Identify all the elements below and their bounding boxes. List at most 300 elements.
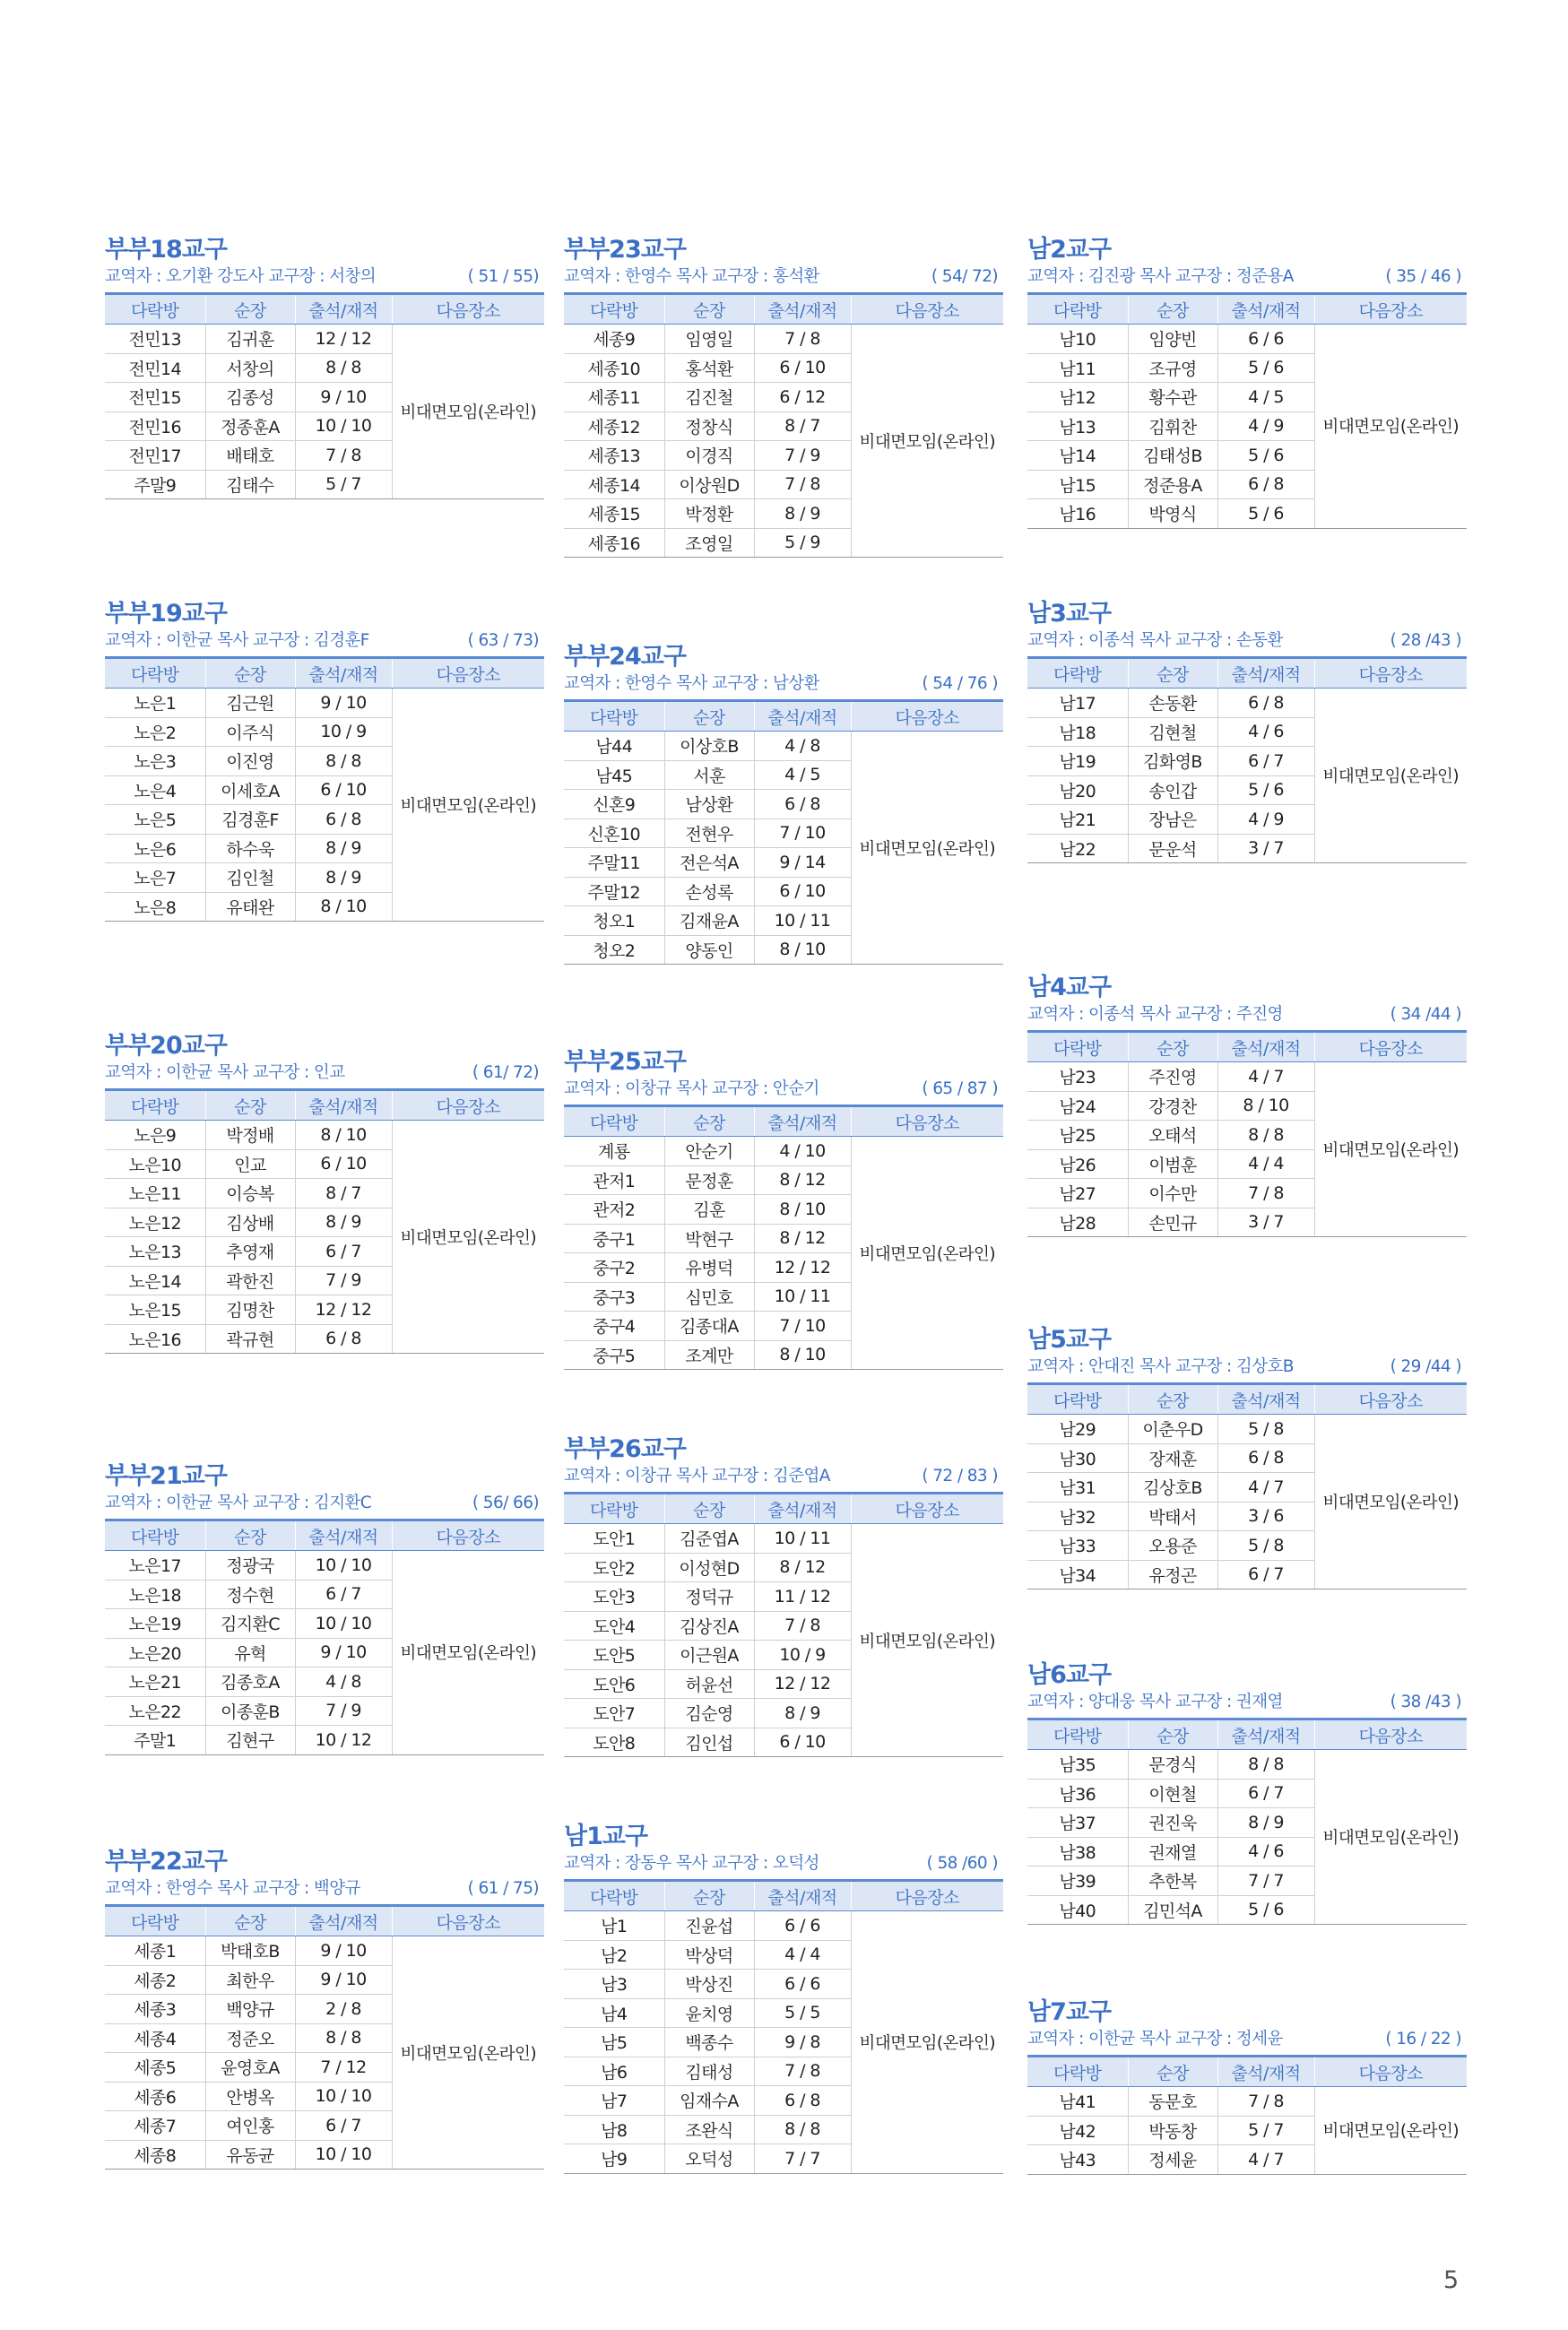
district-info (564, 265, 1003, 289)
attendance-cell: 10 / 10 (295, 1609, 392, 1639)
attendance-table (1027, 2055, 1467, 2175)
group-cell: 남27 (1027, 1179, 1128, 1208)
attendance-cell: 9 / 10 (295, 383, 392, 412)
table-row (105, 1936, 544, 1966)
attendance-cell: 5 / 5 (754, 1998, 851, 2028)
next-place-cell: 비대면모임(온라인) (1314, 689, 1467, 863)
column-header: 순장 (1128, 1384, 1217, 1415)
attendance-cell: 8 / 9 (295, 1208, 392, 1237)
leader-cell: 전은석A (664, 848, 754, 878)
leader-cell: 최한우 (205, 1965, 295, 1995)
column-header: 다음장소 (1314, 294, 1467, 325)
group-cell: 남5 (564, 2028, 664, 2057)
group-cell: 노은17 (105, 1551, 205, 1581)
leader-cell: 문경식 (1128, 1750, 1217, 1780)
attendance-summary: ( 35 / 46 ) (1385, 267, 1461, 286)
attendance-cell: 6 / 6 (1217, 325, 1314, 354)
next-place-cell: 비대면모임(온라인) (851, 1524, 1003, 1757)
district-section (564, 1822, 1003, 2174)
group-cell: 노은18 (105, 1580, 205, 1609)
attendance-cell: 4 / 8 (754, 732, 851, 761)
group-cell: 도안5 (564, 1641, 664, 1670)
attendance-cell: 4 / 7 (1217, 1062, 1314, 1092)
attendance-cell: 4 / 10 (754, 1137, 851, 1166)
district-section (564, 1434, 1003, 1757)
column-header: 순장 (1128, 2057, 1217, 2087)
attendance-cell: 5 / 6 (1217, 353, 1314, 383)
table-row (1027, 1750, 1467, 1780)
attendance-cell: 6 / 10 (295, 1149, 392, 1179)
next-place-cell: 비대면모임(온라인) (851, 325, 1003, 558)
table-header-row (1027, 1719, 1467, 1750)
group-cell: 남32 (1027, 1502, 1128, 1531)
next-place-cell: 비대면모임(온라인) (392, 1121, 544, 1354)
column-header: 출석/재적 (754, 294, 851, 325)
group-cell: 계룡 (564, 1137, 664, 1166)
leader-cell: 김인섭 (664, 1728, 754, 1757)
attendance-summary: ( 16 / 22 ) (1385, 2030, 1461, 2048)
group-cell: 노은20 (105, 1638, 205, 1667)
table-row (1027, 689, 1467, 718)
attendance-cell: 4 / 7 (1217, 2145, 1314, 2175)
leader-cell: 김순영 (664, 1699, 754, 1728)
leader-cell: 이수만 (1128, 1179, 1217, 1208)
attendance-cell: 10 / 10 (295, 1551, 392, 1581)
attendance-cell: 8 / 10 (295, 892, 392, 922)
attendance-cell: 8 / 10 (754, 935, 851, 965)
leader-cell: 양동인 (664, 935, 754, 965)
group-cell: 남29 (1027, 1415, 1128, 1444)
attendance-cell: 8 / 12 (754, 1165, 851, 1195)
leader-cell: 윤치영 (664, 1998, 754, 2028)
leader-cell: 유혁 (205, 1638, 295, 1667)
table-header-row (564, 1881, 1003, 1911)
attendance-cell: 10 / 10 (295, 2140, 392, 2170)
attendance-cell: 7 / 10 (754, 1312, 851, 1341)
leader-cell: 김준엽A (664, 1524, 754, 1554)
table-row (1027, 1062, 1467, 1092)
district-title: 부부23교구 (564, 236, 686, 264)
column-header: 다음장소 (392, 1090, 544, 1121)
group-cell: 전민16 (105, 411, 205, 441)
attendance-cell: 6 / 7 (295, 1580, 392, 1609)
next-place-cell: 비대면모임(온라인) (1314, 1750, 1467, 1925)
attendance-table (105, 1088, 544, 1354)
column-header: 순장 (1128, 1032, 1217, 1062)
group-cell: 신혼10 (564, 819, 664, 848)
attendance-cell: 5 / 6 (1217, 775, 1314, 805)
group-cell: 주말9 (105, 470, 205, 499)
district-info (1027, 1691, 1467, 1714)
column-header: 다음장소 (851, 1494, 1003, 1524)
leader-cell: 윤영호A (205, 2053, 295, 2083)
attendance-cell: 5 / 8 (1217, 1415, 1314, 1444)
district-section (1027, 235, 1467, 529)
attendance-cell: 9 / 10 (295, 1638, 392, 1667)
district-title: 부부19교구 (105, 600, 227, 628)
attendance-cell: 7 / 9 (295, 1696, 392, 1726)
group-cell: 남7 (564, 2086, 664, 2116)
column-header: 순장 (205, 1090, 295, 1121)
attendance-summary: ( 61/ 72) (472, 1063, 539, 1082)
leader-cell: 정준오 (205, 2023, 295, 2053)
leader-cell: 정광국 (205, 1551, 295, 1581)
group-cell: 남11 (1027, 353, 1128, 383)
group-cell: 남15 (1027, 470, 1128, 499)
pastor-leader-text: 교역자 : 양대웅 목사 교구장 : 권재열 (1027, 1693, 1283, 1711)
group-cell: 주말12 (564, 877, 664, 906)
group-cell: 청오1 (564, 906, 664, 936)
column-header: 다음장소 (1314, 2057, 1467, 2087)
group-cell: 남12 (1027, 383, 1128, 412)
attendance-cell: 10 / 11 (754, 906, 851, 936)
leader-cell: 김상진A (664, 1611, 754, 1641)
leader-cell: 이성현D (664, 1553, 754, 1582)
group-cell: 남26 (1027, 1149, 1128, 1179)
column-header: 다음장소 (392, 658, 544, 689)
attendance-cell: 8 / 12 (754, 1553, 851, 1582)
group-cell: 남13 (1027, 411, 1128, 441)
leader-cell: 이근원A (664, 1641, 754, 1670)
table-header-row (105, 1520, 544, 1551)
attendance-table (105, 1904, 544, 2170)
group-cell: 세종15 (564, 499, 664, 529)
group-cell: 세종6 (105, 2082, 205, 2111)
group-cell: 세종2 (105, 1965, 205, 1995)
table-header-row (1027, 1384, 1467, 1415)
district-section (105, 235, 544, 499)
attendance-summary: ( 65 / 87 ) (922, 1079, 998, 1098)
leader-cell: 강경찬 (1128, 1091, 1217, 1121)
attendance-cell: 8 / 10 (754, 1195, 851, 1225)
column-header: 다음장소 (851, 701, 1003, 732)
column-header: 출석/재적 (1217, 1384, 1314, 1415)
table-row (1027, 325, 1467, 354)
district-section (564, 1047, 1003, 1370)
leader-cell: 곽한진 (205, 1266, 295, 1295)
group-cell: 노은4 (105, 775, 205, 805)
table-header-row (564, 701, 1003, 732)
leader-cell: 박정배 (205, 1121, 295, 1150)
attendance-cell: 8 / 9 (295, 834, 392, 863)
leader-cell: 권재열 (1128, 1837, 1217, 1867)
district-info (564, 1852, 1003, 1875)
table-row (564, 1137, 1003, 1166)
attendance-cell: 9 / 8 (754, 2028, 851, 2057)
leader-cell: 장재훈 (1128, 1443, 1217, 1473)
leader-cell: 김현구 (205, 1726, 295, 1755)
attendance-summary: ( 29 /44 ) (1390, 1357, 1461, 1376)
pastor-leader-text: 교역자 : 한영수 목사 교구장 : 홍석환 (564, 267, 819, 286)
group-cell: 남23 (1027, 1062, 1128, 1092)
leader-cell: 안순기 (664, 1137, 754, 1166)
group-cell: 세종11 (564, 383, 664, 412)
table-row (105, 325, 544, 354)
group-cell: 노은21 (105, 1667, 205, 1697)
pastor-leader-text: 교역자 : 이한균 목사 교구장 : 김경훈F (105, 631, 369, 650)
attendance-summary: ( 58 /60 ) (926, 1854, 998, 1873)
attendance-cell: 7 / 8 (1217, 1179, 1314, 1208)
column-header: 다음장소 (851, 1106, 1003, 1137)
district-title: 부부24교구 (564, 643, 686, 671)
attendance-cell: 6 / 7 (1217, 1560, 1314, 1589)
attendance-cell: 4 / 5 (1217, 383, 1314, 412)
attendance-cell: 6 / 8 (295, 805, 392, 835)
group-cell: 남37 (1027, 1808, 1128, 1838)
leader-cell: 남상환 (664, 790, 754, 819)
attendance-cell: 8 / 10 (754, 1340, 851, 1370)
column-header: 순장 (664, 294, 754, 325)
group-cell: 남14 (1027, 441, 1128, 471)
table-header-row (564, 1494, 1003, 1524)
leader-cell: 서훈 (664, 760, 754, 790)
table-row (105, 1551, 544, 1581)
column-header: 순장 (1128, 294, 1217, 325)
group-cell: 주말11 (564, 848, 664, 878)
district-section (1027, 599, 1467, 863)
district-section (1027, 1997, 1467, 2175)
attendance-summary: ( 38 /43 ) (1390, 1693, 1461, 1711)
leader-cell: 동문호 (1128, 2087, 1217, 2117)
attendance-cell: 6 / 6 (754, 1970, 851, 1999)
attendance-cell: 7 / 12 (295, 2053, 392, 2083)
column-header: 출석/재적 (295, 1906, 392, 1936)
leader-cell: 박현구 (664, 1224, 754, 1253)
next-place-cell: 비대면모임(온라인) (392, 689, 544, 922)
column-header: 출석/재적 (1217, 2057, 1314, 2087)
leader-cell: 황수관 (1128, 383, 1217, 412)
attendance-cell: 7 / 8 (754, 325, 851, 354)
group-cell: 노은15 (105, 1295, 205, 1325)
group-cell: 세종13 (564, 441, 664, 471)
group-cell: 세종9 (564, 325, 664, 354)
attendance-cell: 6 / 8 (1217, 1443, 1314, 1473)
attendance-cell: 9 / 14 (754, 848, 851, 878)
next-place-cell: 비대면모임(온라인) (1314, 1062, 1467, 1237)
group-cell: 남2 (564, 1940, 664, 1970)
attendance-cell: 6 / 7 (295, 2111, 392, 2141)
group-cell: 남4 (564, 1998, 664, 2028)
district-section (564, 235, 1003, 558)
district-title: 남7교구 (1027, 1998, 1112, 2026)
district-title: 남4교구 (1027, 974, 1112, 1001)
attendance-cell: 7 / 7 (1217, 1867, 1314, 1896)
table-header-row (1027, 658, 1467, 689)
group-cell: 노은7 (105, 863, 205, 893)
leader-cell: 유태완 (205, 892, 295, 922)
group-cell: 남34 (1027, 1560, 1128, 1589)
attendance-cell: 8 / 8 (295, 747, 392, 776)
leader-cell: 추한복 (1128, 1867, 1217, 1896)
attendance-summary: ( 54 / 76 ) (922, 674, 998, 693)
group-cell: 노은12 (105, 1208, 205, 1237)
group-cell: 전민15 (105, 383, 205, 412)
column-header: 다음장소 (392, 1520, 544, 1551)
table-header-row (564, 294, 1003, 325)
attendance-table (1027, 1382, 1467, 1589)
district-section (1027, 973, 1467, 1237)
column-header: 다락방 (564, 1494, 664, 1524)
attendance-cell: 10 / 10 (295, 411, 392, 441)
leader-cell: 김태수 (205, 470, 295, 499)
attendance-summary: ( 61 / 75) (467, 1879, 539, 1898)
attendance-cell: 12 / 12 (295, 325, 392, 354)
attendance-table (1027, 292, 1467, 529)
pastor-leader-text: 교역자 : 안대진 목사 교구장 : 김상호B (1027, 1357, 1294, 1376)
attendance-cell: 8 / 10 (1217, 1091, 1314, 1121)
pastor-leader-text: 교역자 : 김진광 목사 교구장 : 정준용A (1027, 267, 1294, 286)
group-cell: 세종7 (105, 2111, 205, 2141)
group-cell: 도안3 (564, 1582, 664, 1612)
district-info (1027, 2028, 1467, 2051)
attendance-cell: 3 / 7 (1217, 1208, 1314, 1237)
attendance-cell: 8 / 10 (295, 1121, 392, 1150)
leader-cell: 박태호B (205, 1936, 295, 1966)
leader-cell: 조완식 (664, 2115, 754, 2144)
attendance-cell: 2 / 8 (295, 1995, 392, 2024)
attendance-cell: 6 / 6 (754, 1911, 851, 1941)
attendance-cell: 4 / 7 (1217, 1473, 1314, 1503)
group-cell: 중구3 (564, 1282, 664, 1312)
next-place-cell: 비대면모임(온라인) (851, 1137, 1003, 1370)
group-cell: 도안6 (564, 1669, 664, 1699)
column-header: 출석/재적 (754, 701, 851, 732)
attendance-cell: 8 / 8 (1217, 1750, 1314, 1780)
table-header-row (1027, 1032, 1467, 1062)
group-cell: 노은9 (105, 1121, 205, 1150)
group-cell: 세종8 (105, 2140, 205, 2170)
column-header: 다락방 (105, 658, 205, 689)
leader-cell: 유병덕 (664, 1253, 754, 1283)
table-row (564, 732, 1003, 761)
leader-cell: 정준용A (1128, 470, 1217, 499)
group-cell: 노은3 (105, 747, 205, 776)
attendance-table (1027, 1718, 1467, 1925)
leader-cell: 이진영 (205, 747, 295, 776)
attendance-cell: 10 / 9 (295, 717, 392, 747)
leader-cell: 유동균 (205, 2140, 295, 2170)
leader-cell: 김종호A (205, 1667, 295, 1697)
column-header: 다음장소 (392, 1906, 544, 1936)
district-title: 남1교구 (564, 1823, 648, 1850)
column-header: 다음장소 (1314, 1032, 1467, 1062)
group-cell: 남44 (564, 732, 664, 761)
leader-cell: 김현철 (1128, 717, 1217, 747)
attendance-cell: 6 / 7 (295, 1237, 392, 1267)
leader-cell: 이세호A (205, 775, 295, 805)
attendance-cell: 7 / 9 (754, 441, 851, 471)
pastor-leader-text: 교역자 : 이한균 목사 교구장 : 인교 (105, 1063, 345, 1082)
leader-cell: 문정훈 (664, 1165, 754, 1195)
district-info (105, 1061, 544, 1085)
attendance-summary: ( 34 /44 ) (1390, 1005, 1461, 1024)
leader-cell: 이경직 (664, 441, 754, 471)
attendance-cell: 7 / 8 (1217, 2087, 1314, 2117)
table-row (105, 689, 544, 718)
column-header: 순장 (664, 701, 754, 732)
attendance-cell: 4 / 9 (1217, 411, 1314, 441)
table-header-row (105, 658, 544, 689)
column-header: 다락방 (564, 1106, 664, 1137)
attendance-cell: 7 / 8 (754, 1611, 851, 1641)
group-cell: 남39 (1027, 1867, 1128, 1896)
group-cell: 전민13 (105, 325, 205, 354)
leader-cell: 김경훈F (205, 805, 295, 835)
district-section (105, 599, 544, 922)
column-header: 다음장소 (851, 294, 1003, 325)
attendance-summary: ( 56/ 66) (472, 1494, 539, 1512)
group-cell: 전민14 (105, 353, 205, 383)
district-section (105, 1847, 544, 2170)
pastor-leader-text: 교역자 : 한영수 목사 교구장 : 남상환 (564, 674, 819, 693)
leader-cell: 김태성B (1128, 441, 1217, 471)
district-info (564, 1465, 1003, 1488)
leader-cell: 정창식 (664, 411, 754, 441)
pastor-leader-text: 교역자 : 오기환 강도사 교구장 : 서창의 (105, 267, 377, 286)
attendance-cell: 7 / 8 (754, 470, 851, 499)
group-cell: 노은2 (105, 717, 205, 747)
leader-cell: 허윤선 (664, 1669, 754, 1699)
district-info (1027, 265, 1467, 289)
district-title: 부부18교구 (105, 236, 227, 264)
group-cell: 노은14 (105, 1266, 205, 1295)
district-info (1027, 629, 1467, 653)
group-cell: 남41 (1027, 2087, 1128, 2117)
group-cell: 주말1 (105, 1726, 205, 1755)
next-place-cell: 비대면모임(온라인) (1314, 1415, 1467, 1589)
pastor-leader-text: 교역자 : 이종석 목사 교구장 : 주진영 (1027, 1005, 1283, 1024)
attendance-cell: 4 / 8 (295, 1667, 392, 1697)
district-info (564, 1078, 1003, 1101)
group-cell: 도안8 (564, 1728, 664, 1757)
district-section (564, 642, 1003, 965)
attendance-cell: 11 / 12 (754, 1582, 851, 1612)
group-cell: 남40 (1027, 1895, 1128, 1925)
leader-cell: 임재수A (664, 2086, 754, 2116)
attendance-cell: 4 / 4 (1217, 1149, 1314, 1179)
group-cell: 도안1 (564, 1524, 664, 1554)
leader-cell: 박영식 (1128, 499, 1217, 529)
group-cell: 남31 (1027, 1473, 1128, 1503)
column-header: 다음장소 (1314, 1384, 1467, 1415)
attendance-table (1027, 656, 1467, 863)
leader-cell: 조영일 (664, 528, 754, 558)
attendance-summary: ( 54/ 72) (931, 267, 998, 286)
leader-cell: 권진욱 (1128, 1808, 1217, 1838)
table-row (564, 325, 1003, 354)
district-info (564, 672, 1003, 696)
leader-cell: 백종수 (664, 2028, 754, 2057)
column-header: 출석/재적 (295, 1520, 392, 1551)
leader-cell: 김지환C (205, 1609, 295, 1639)
attendance-cell: 4 / 4 (754, 1940, 851, 1970)
leader-cell: 임영일 (664, 325, 754, 354)
table-header-row (1027, 2057, 1467, 2087)
group-cell: 남9 (564, 2144, 664, 2174)
group-cell: 중구1 (564, 1224, 664, 1253)
leader-cell: 하수욱 (205, 834, 295, 863)
next-place-cell: 비대면모임(온라인) (392, 1936, 544, 2170)
district-info (105, 265, 544, 289)
group-cell: 남35 (1027, 1750, 1128, 1780)
column-header: 출석/재적 (295, 1090, 392, 1121)
leader-cell: 김인철 (205, 863, 295, 893)
next-place-cell: 비대면모임(온라인) (392, 325, 544, 499)
next-place-cell: 비대면모임(온라인) (1314, 2087, 1467, 2175)
attendance-table (105, 1519, 544, 1755)
attendance-cell: 7 / 8 (754, 2057, 851, 2086)
group-cell: 세종1 (105, 1936, 205, 1966)
